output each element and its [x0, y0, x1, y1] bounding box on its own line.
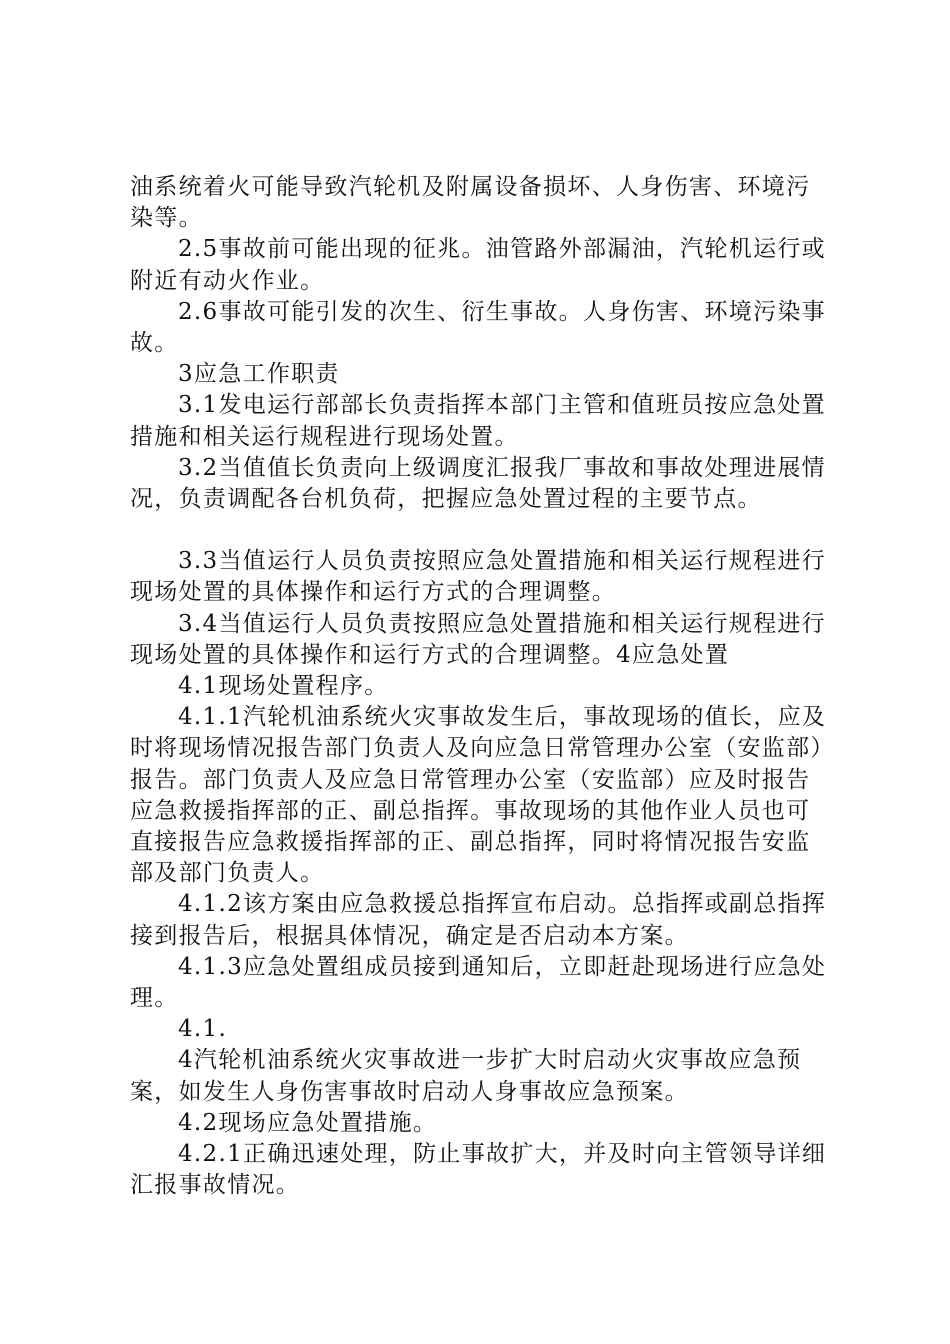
paragraph-4-1: 4.1现场处置程序。 — [178, 673, 389, 700]
document-body — [130, 172, 830, 1202]
paragraph-4-1-2: 4.1.2该方案由应急救援总指挥宣布启动。总指挥或副总指挥接到报告后，根据具体情况，确定是否启动本方案。 — [130, 891, 827, 949]
paragraph-3-4: 3.4当值运行人员负责按照应急处置措施和相关运行规程进行现场处置的具体操作和运行方式的合理调整。4应急处置 — [130, 610, 826, 668]
blank-line — [130, 515, 830, 546]
paragraph-4-1-4: 4汽轮机油系统火灾事故进一步扩大时启动火灾事故应急预案，如发生人身伤害事故时启动人身事故应急预案。 — [130, 1047, 802, 1105]
paragraph-continuation: 油系统着火可能导致汽轮机及附属设备损坏、人身伤害、环境污染等。 — [130, 174, 811, 232]
paragraph-2-5: 2.5事故前可能出现的征兆。油管路外部漏油，汽轮机运行或附近有动火作业。 — [130, 236, 826, 294]
paragraph-4-2-1: 4.2.1正确迅速处理，防止事故扩大，并及时向主管领导详细汇报事故情况。 — [130, 1141, 827, 1199]
paragraph-4-1-fragment: 4.1. — [178, 1016, 228, 1043]
paragraph-3-1: 3.1发电运行部部长负责指挥本部门主管和值班员按应急处置措施和相关运行规程进行现场处置。 — [130, 392, 826, 450]
paragraph-4-2: 4.2现场应急处置措施。 — [178, 1109, 438, 1136]
paragraph-4-1-1: 4.1.1汽轮机油系统火灾事故发生后，事故现场的值长，应及时将现场情况报告部门负责人及向应急日常管理办公室（安监部）报告。部门负责人及应急日常管理办公室（安监部）应及时报告应急救援指挥部的正、副总指挥。事故现场的其他作业人员也可直接报告应急救援指挥部的正、副总指挥，同时将情况报告安监部及部门负责人。 — [130, 704, 827, 887]
paragraph-2-6: 2.6事故可能引发的次生、衍生事故。人身伤害、环境污染事故。 — [130, 298, 826, 357]
paragraph-4-1-3: 4.1.3应急处置组成员接到通知后，立即赶赴现场进行应急处理。 — [130, 953, 827, 1012]
paragraph-3-3: 3.3当值运行人员负责按照应急处置措施和相关运行规程进行现场处置的具体操作和运行方式的合理调整。 — [130, 548, 826, 606]
paragraph-3-2: 3.2当值值长负责向上级调度汇报我厂事故和事故处理进展情况，负责调配各台机负荷，把握应急处置过程的主要节点。 — [130, 454, 826, 513]
section-heading-3: 3应急工作职责 — [178, 361, 340, 388]
